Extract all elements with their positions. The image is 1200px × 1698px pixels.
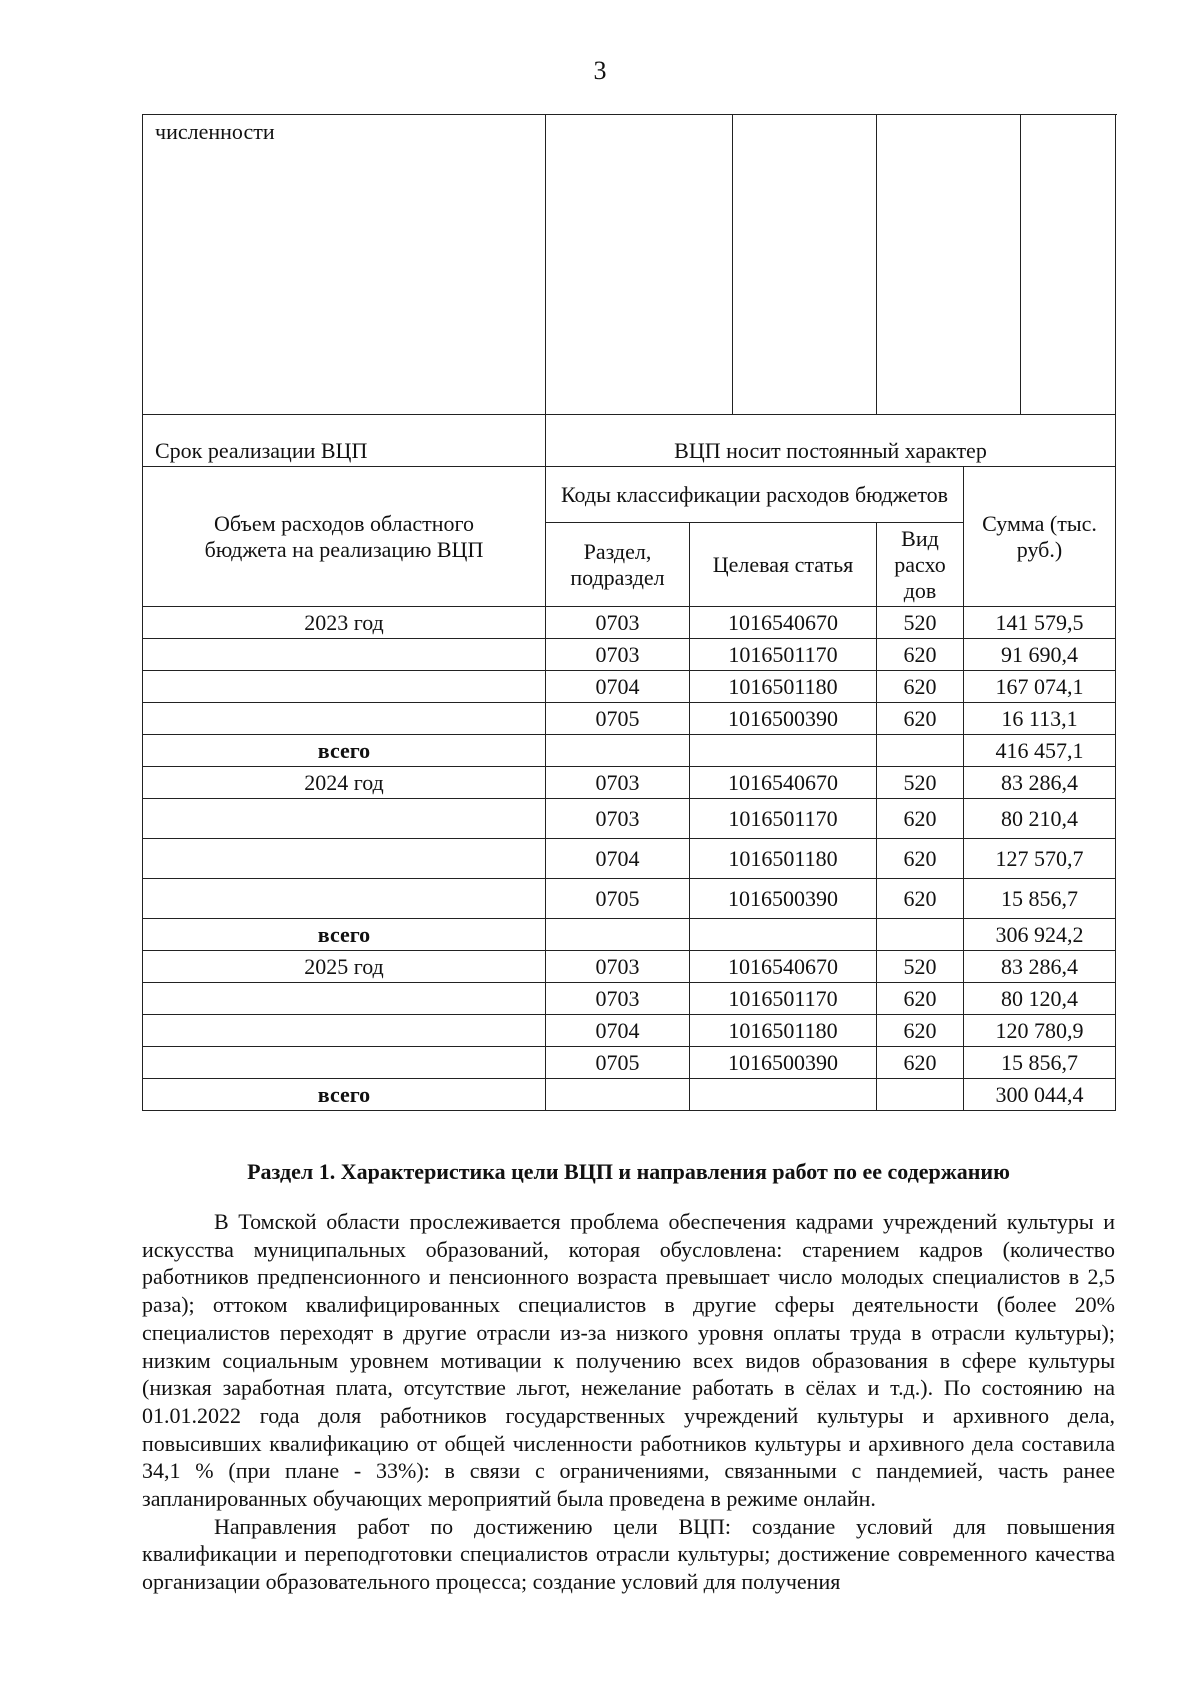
kind-header-line: Вид [901,525,939,551]
row-target [690,735,877,767]
row-section: 0703 [546,983,690,1015]
row-kind [877,919,964,951]
table-row [143,983,1116,1015]
row-label [143,1015,546,1047]
row-kind: 620 [877,1047,964,1079]
row-target: 1016500390 [690,703,877,735]
paragraph: В Томской области прослеживается проблема обеспечения кадрами учреждений культуры и искусства муниципальных образований, которая обусловлена: старением кадров (количество работников предпенсионного и пенсионного возраста превышает число молодых специалистов в 2,5 раза); оттоком квалифицированных специалистов в другие сферы деятельности (более 20% специалистов переходят в другие отрасли из-за низкого уровня оплаты труда в отрасли культуры); низким социальным уровнем мотивации к получению всех видов образования в сфере культуры (низкая заработная плата, отсутствие льгот, нежелание работать в сёлах и т.д.). По состоянию на 01.01.2022 года доля работников государственных учреждений культуры и архивного дела, повысивших квалификацию от общей численности работников культуры и архивного дела составила 34,1 % (при плане - 33%): в связи с ограничениями, связанными с пандемией, часть ранее запланированных обучающих мероприятий была проведена в режиме онлайн. [142,1209,1115,1512]
row-label: всего [143,735,546,767]
table-row [143,1015,1116,1047]
row-sum: 80 210,4 [964,799,1116,839]
row-section [546,919,690,951]
table-row [143,671,1116,703]
period-label: Срок реализации ВЦП [143,415,546,467]
volume-label: Объем расходов областного бюджета на реализацию ВЦП [143,467,546,607]
row-label: всего [143,919,546,951]
row-target [690,919,877,951]
row-target: 1016500390 [690,879,877,919]
row-sum: 16 113,1 [964,703,1116,735]
row-label: 2023 год [143,607,546,639]
table-row [143,951,1116,983]
row-kind: 520 [877,607,964,639]
body-text [142,1208,1115,1596]
table-row [143,839,1116,879]
table-row [143,879,1116,919]
paragraph: Направления работ по достижению цели ВЦП: создание условий для повышения квалификации и переподготовки специалистов отрасли культуры; достижение современного качества организации образовательного процесса; создание условий для получения [142,1513,1115,1595]
row-label [143,839,546,879]
empty-cell [877,115,1021,414]
row-label: 2024 год [143,767,546,799]
row-kind: 620 [877,799,964,839]
row-sum: 83 286,4 [964,951,1116,983]
row-sum: 141 579,5 [964,607,1116,639]
row-label [143,1047,546,1079]
row-section: 0704 [546,839,690,879]
row-target: 1016501180 [690,671,877,703]
row-target: 1016540670 [690,767,877,799]
row-sum: 15 856,7 [964,879,1116,919]
table-row [143,607,1116,639]
codes-header: Коды классификации расходов бюджетов [546,467,964,523]
row-sum: 416 457,1 [964,735,1116,767]
empty-cell [733,115,877,414]
row-target: 1016540670 [690,607,877,639]
row-section: 0703 [546,607,690,639]
row-sum: 91 690,4 [964,639,1116,671]
row-section: 0703 [546,639,690,671]
row-kind [877,735,964,767]
row-sum: 306 924,2 [964,919,1116,951]
table-row-total [143,735,1116,767]
row-section: 0703 [546,799,690,839]
table-row [143,799,1116,839]
empty-cell [546,115,733,414]
row-label [143,879,546,919]
row-kind: 520 [877,951,964,983]
table-row [143,1047,1116,1079]
row-kind: 620 [877,703,964,735]
row-section: 0704 [546,1015,690,1047]
row-target: 1016501170 [690,983,877,1015]
section-heading: Раздел 1. Характеристика цели ВЦП и направления работ по ее содержанию [247,1159,1010,1184]
kind-header [877,523,964,607]
table-row-total [143,919,1116,951]
row-label [143,799,546,839]
budget-table [142,114,1116,1111]
empty-cell [1021,115,1115,414]
top-label-cell: численности [143,115,546,415]
row-kind: 620 [877,983,964,1015]
row-section [546,735,690,767]
table-row [143,703,1116,735]
row-sum: 127 570,7 [964,839,1116,879]
section-header: Раздел, подраздел [546,523,690,607]
row-kind: 620 [877,639,964,671]
row-target: 1016500390 [690,1047,877,1079]
row-target: 1016540670 [690,951,877,983]
row-sum: 15 856,7 [964,1047,1116,1079]
row-label [143,639,546,671]
sum-header: Сумма (тыс. руб.) [964,467,1116,607]
row-section: 0705 [546,1047,690,1079]
row-kind: 620 [877,671,964,703]
row-sum: 167 074,1 [964,671,1116,703]
row-kind: 520 [877,767,964,799]
row-kind [877,1079,964,1111]
row-section: 0705 [546,879,690,919]
kind-header-line: расхо [894,551,946,577]
row-target [690,1079,877,1111]
row-sum: 300 044,4 [964,1079,1116,1111]
row-label [143,703,546,735]
row-sum: 83 286,4 [964,767,1116,799]
table-row-total [143,1079,1116,1111]
row-sum: 120 780,9 [964,1015,1116,1047]
row-label: всего [143,1079,546,1111]
row-label [143,671,546,703]
row-target: 1016501170 [690,639,877,671]
period-value: ВЦП носит постоянный характер [546,415,1116,467]
row-kind: 620 [877,839,964,879]
row-target: 1016501180 [690,839,877,879]
row-label: 2025 год [143,951,546,983]
row-section: 0703 [546,951,690,983]
row-sum: 80 120,4 [964,983,1116,1015]
row-section: 0703 [546,767,690,799]
row-section: 0705 [546,703,690,735]
row-target: 1016501170 [690,799,877,839]
row-label [143,983,546,1015]
row-target: 1016501180 [690,1015,877,1047]
empty-cells-group [546,115,1115,414]
table-row [143,639,1116,671]
page-number: 3 [593,56,607,85]
row-kind: 620 [877,879,964,919]
row-kind: 620 [877,1015,964,1047]
kind-header-line: дов [903,577,937,603]
row-section: 0704 [546,671,690,703]
table-row [143,767,1116,799]
row-section [546,1079,690,1111]
target-header: Целевая статья [690,523,877,607]
